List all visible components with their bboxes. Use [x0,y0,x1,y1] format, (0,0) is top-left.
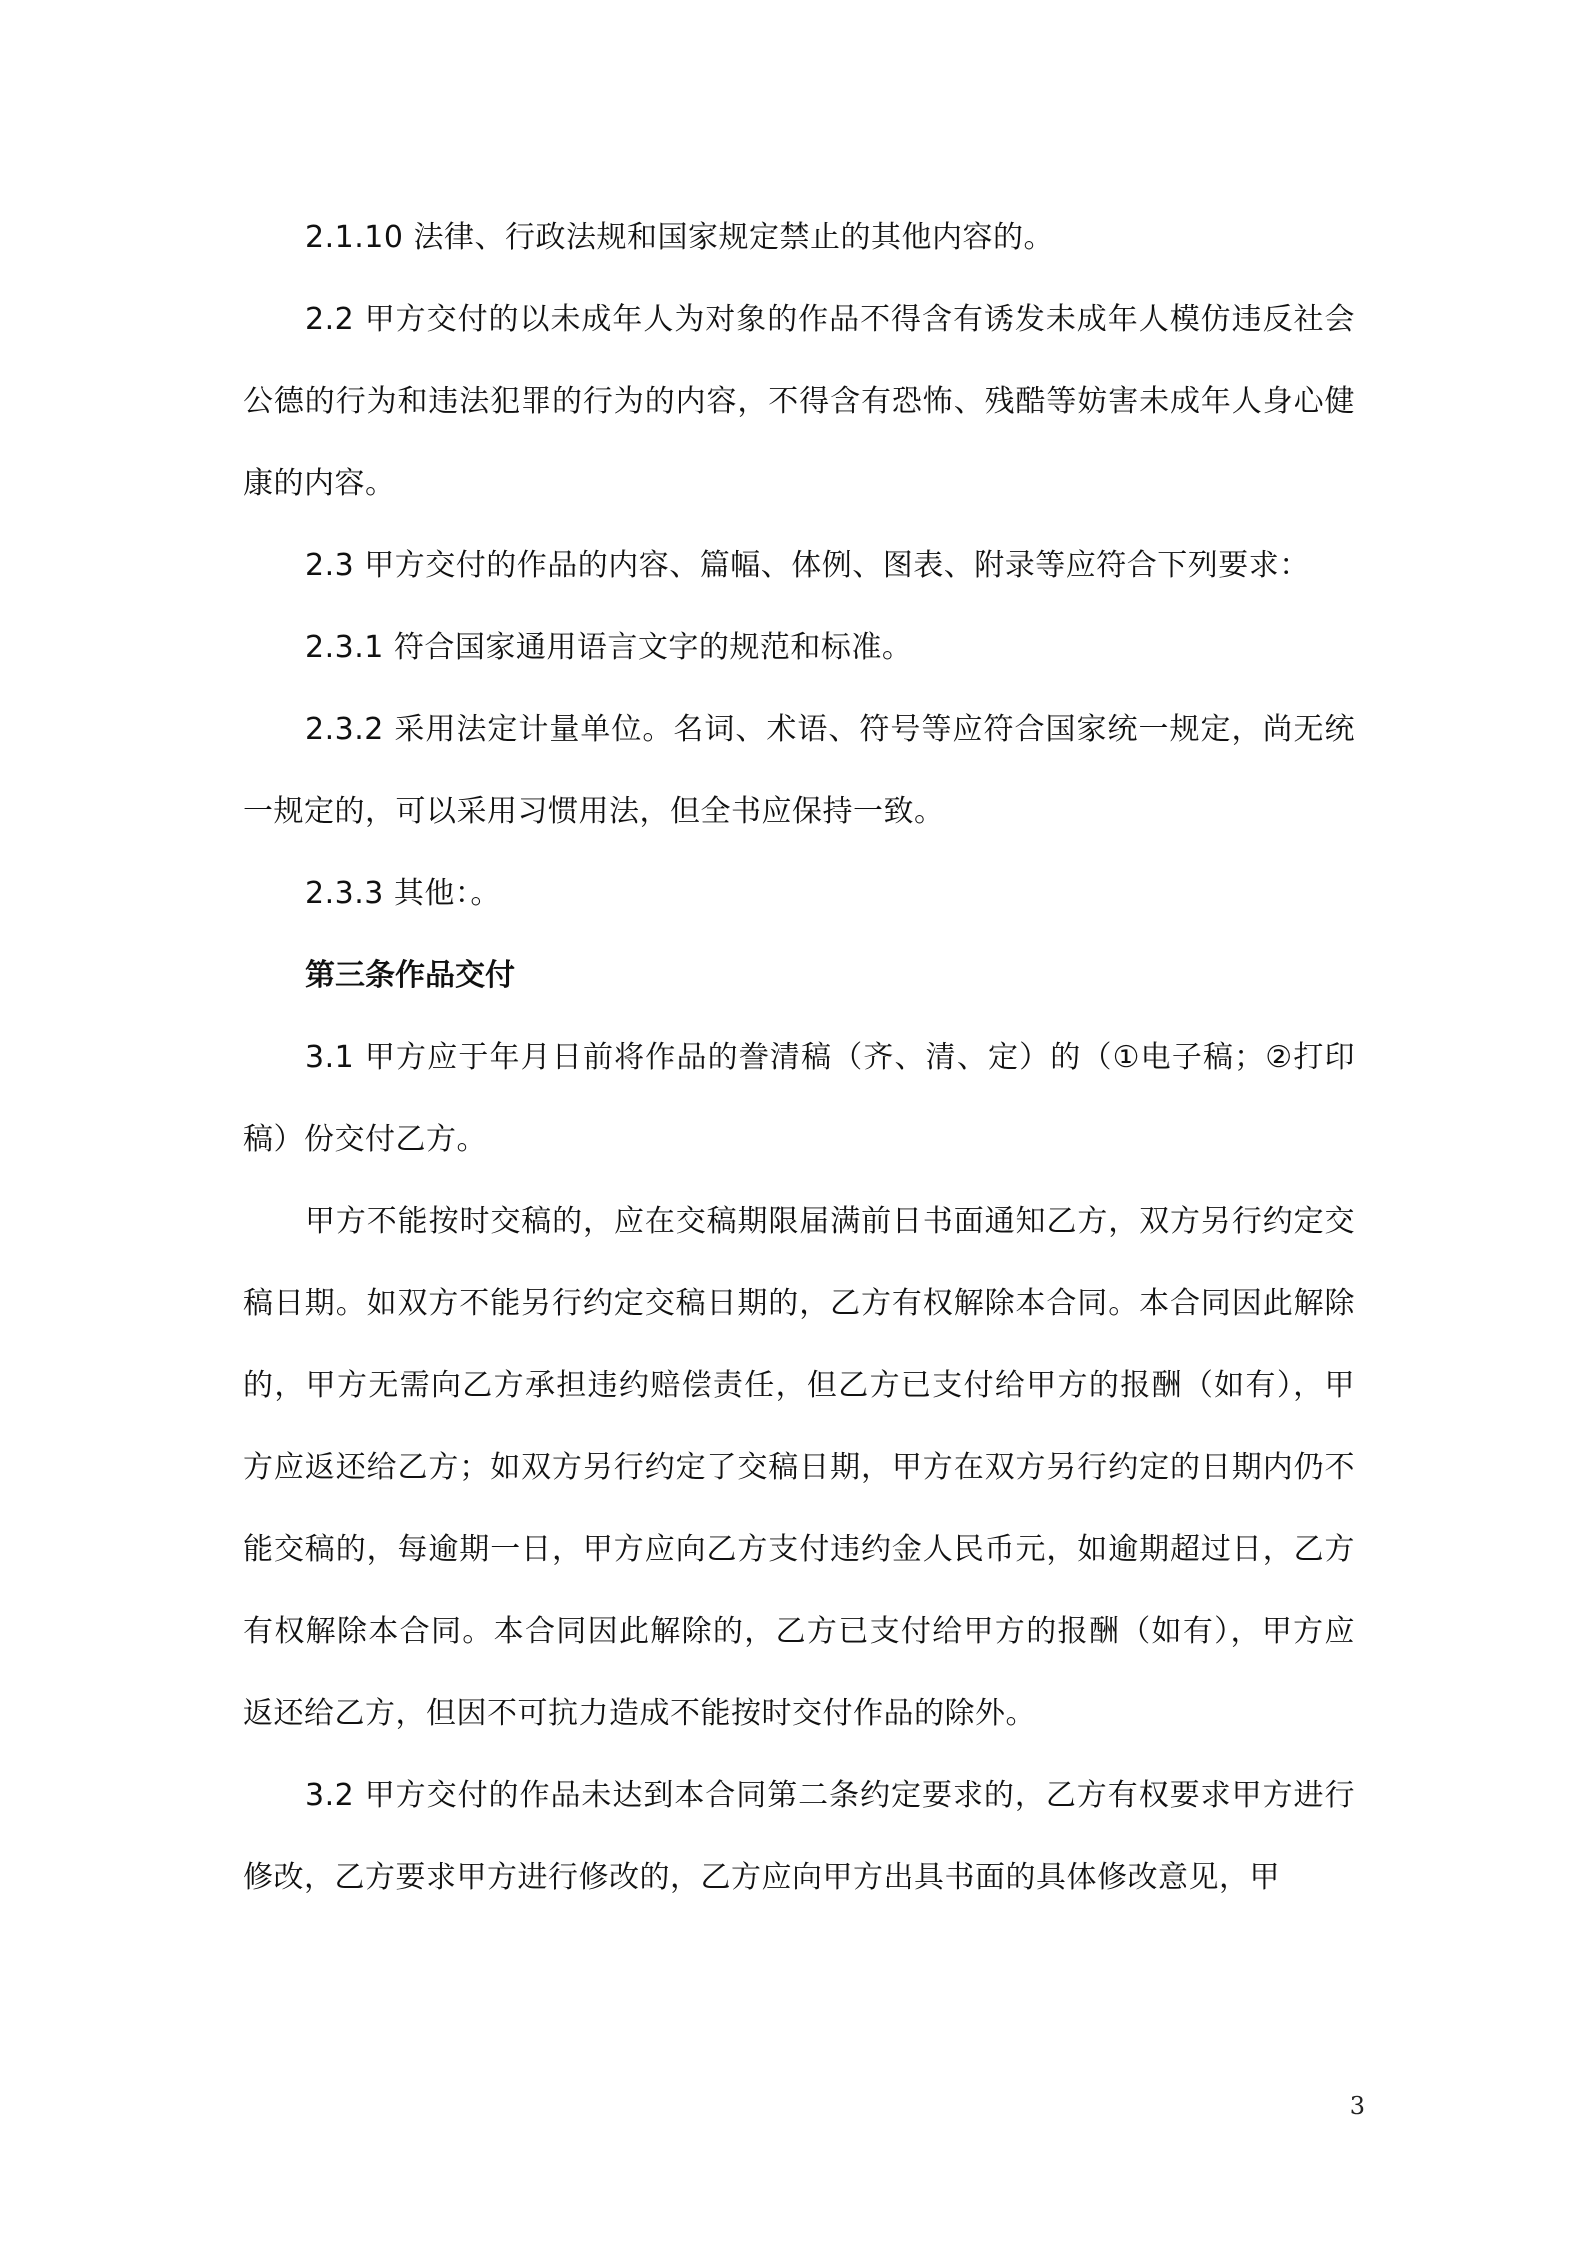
paragraph-3-2: 3.2 甲方交付的作品未达到本合同第二条约定要求的，乙方有权要求甲方进行修改，乙方要求甲方进行修改的，乙方应向甲方出具书面的具体修改意见，甲 [243,1778,1355,1895]
paragraph-late-delivery: 甲方不能按时交稿的，应在交稿期限届满前日书面通知乙方，双方另行约定交稿日期。如双方不能另行约定交稿日期的，乙方有权解除本合同。本合同因此解除的，甲方无需向乙方承担违约赔偿责任，但乙方已支付给甲方的报酬（如有），甲方应返还给乙方；如双方另行约定了交稿日期，甲方在双方另行约定的日期内仍不能交稿的，每逾期一日，甲方应向乙方支付违约金人民币元，如逾期超过日，乙方有权解除本合同。本合同因此解除的，乙方已支付给甲方的报酬（如有），甲方应返还给乙方，但因不可抗力造成不能按时交付作品的除外。 [243,1204,1355,1731]
page-number: 3 [1349,2092,1365,2120]
paragraph-3-1: 3.1 甲方应于年月日前将作品的誊清稿（齐、清、定）的（①电子稿；②打印稿）份交付乙方。 [243,1040,1355,1157]
paragraph-2-3: 2.3 甲方交付的作品的内容、篇幅、体例、图表、附录等应符合下列要求： [305,548,1310,583]
page-content [243,197,1355,1919]
paragraph-2-2: 2.2 甲方交付的以未成年人为对象的作品不得含有诱发未成年人模仿违反社会公德的行为和违法犯罪的行为的内容，不得含有恐怖、残酷等妨害未成年人身心健康的内容。 [243,302,1355,501]
paragraph-2-3-3: 2.3.3 其他：。 [305,876,501,911]
section-heading-article-3: 第三条作品交付 [305,958,515,993]
paragraph-2-3-1: 2.3.1 符合国家通用语言文字的规范和标准。 [305,630,913,665]
paragraph-2-1-10: 2.1.10 法律、行政法规和国家规定禁止的其他内容的。 [305,220,1054,255]
paragraph-2-3-2: 2.3.2 采用法定计量单位。名词、术语、符号等应符合国家统一规定，尚无统一规定的，可以采用习惯用法，但全书应保持一致。 [243,712,1355,829]
